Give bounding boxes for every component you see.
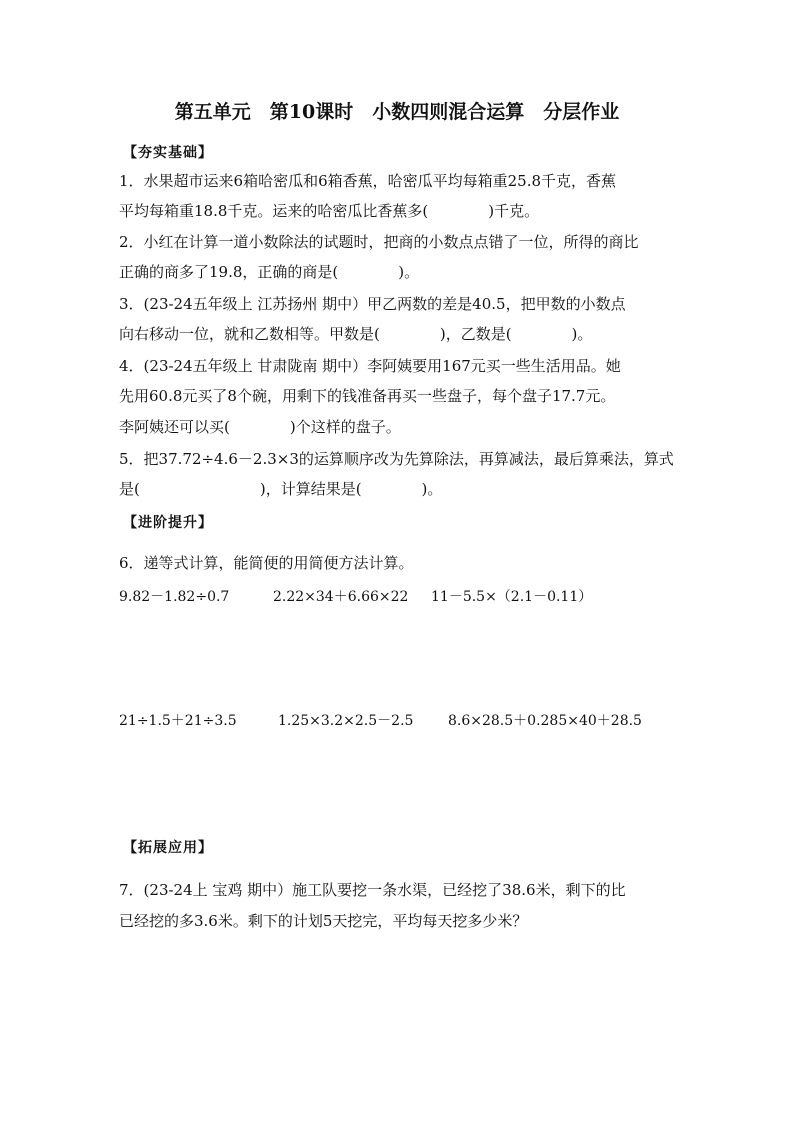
q7-line-1: 7．(23-24上 宝鸡 期中）施工队要挖一条水渠，已经挖了38.6米，剩下的比 xyxy=(119,881,626,899)
q1-line-2: 平均每箱重18.8千克。运来的哈密瓜比香蕉多( )千克。 xyxy=(119,202,540,220)
q5-line-1: 5．把37.72÷4.6－2.3×3的运算顺序改为先算除法，再算减法，最后算乘法，算式 xyxy=(119,450,674,468)
q2-line-1: 2．小红在计算一道小数除法的试题时，把商的小数点点错了一位，所得的商比 xyxy=(119,233,639,251)
q4-line-3: 李阿姨还可以买( )个这样的盘子。 xyxy=(119,418,401,436)
q6-expr-2: 2.22×34＋6.66×22 xyxy=(273,589,409,605)
q6-expr-6: 8.6×28.5＋0.285×40＋28.5 xyxy=(448,713,642,729)
q3-line-1: 3．(23-24五年级上 江苏扬州 期中）甲乙两数的差是40.5，把甲数的小数点 xyxy=(119,295,626,313)
section-basic: 【夯实基础】 xyxy=(123,145,213,161)
section-advanced: 【进阶提升】 xyxy=(123,515,213,531)
q5-line-2: 是( )，计算结果是( )。 xyxy=(119,480,443,498)
q6-expr-3: 11－5.5×（2.1－0.11） xyxy=(431,589,593,605)
q1-line-1: 1．水果超市运来6箱哈密瓜和6箱香蕉，哈密瓜平均每箱重25.8千克，香蕉 xyxy=(119,172,617,190)
q6-expr-5: 1.25×3.2×2.5－2.5 xyxy=(278,713,414,729)
q6-expr-4: 21÷1.5＋21÷3.5 xyxy=(119,713,237,729)
q3-line-2: 向右移动一位，就和乙数相等。甲数是( )，乙数是( )。 xyxy=(119,325,593,343)
q6-instruction: 6．递等式计算，能简便的用简便方法计算。 xyxy=(119,554,414,572)
q4-line-1: 4．(23-24五年级上 甘肃陇南 期中）李阿姨要用167元买一些生活用品。她 xyxy=(119,357,621,375)
q6-expr-1: 9.82－1.82÷0.7 xyxy=(119,589,230,605)
section-extended: 【拓展应用】 xyxy=(123,840,213,856)
q2-line-2: 正确的商多了19.8，正确的商是( )。 xyxy=(119,263,420,281)
q4-line-2: 先用60.8元买了8个碗，用剩下的钱准备再买一些盘子，每个盘子17.7元。 xyxy=(119,387,616,405)
page-title: 第五单元 第10课时 小数四则混合运算 分层作业 xyxy=(174,101,620,123)
q7-line-2: 已经挖的多3.6米。剩下的计划5天挖完，平均每天挖多少米？ xyxy=(119,912,528,930)
